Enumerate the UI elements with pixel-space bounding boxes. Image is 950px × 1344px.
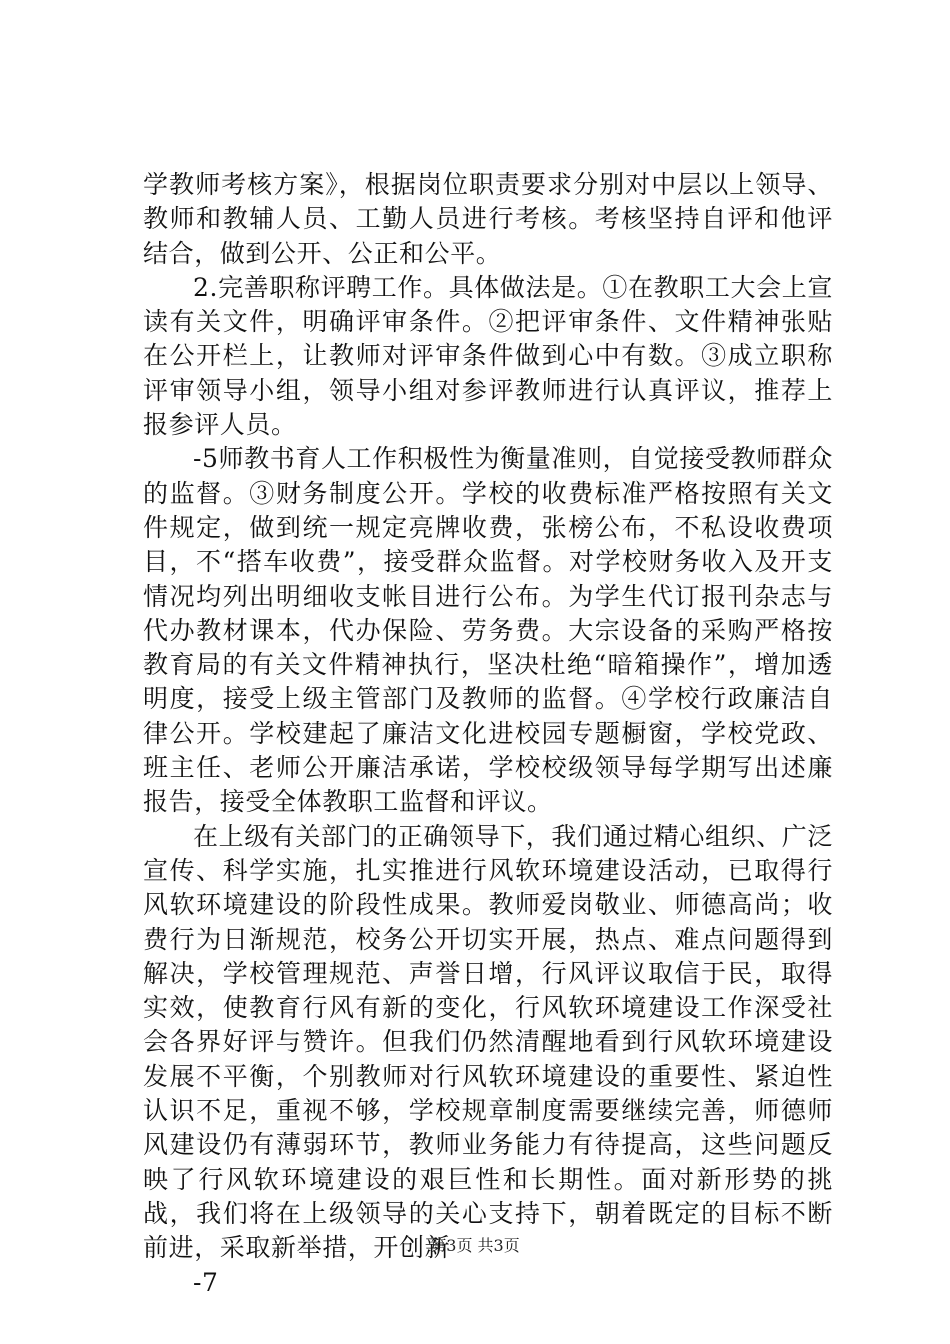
paragraph-3: -5师教书育人工作积极性为衡量准则，自觉接受教师群众的监督。③财务制度公开。学校的收费标准严格按照有关文件规定，做到统一规定亮牌收费，张榜公布，不私设收费项目，不“搭车收费”，接受群众监督。对学校财务收入及开支情况均列出明细收支帐目进行公布。为学生代订报刊杂志与代办教材课本，代办保险、劳务费。大宗设备的采购严格按教育局的有关文件精神执行，坚决杜绝“暗箱操作”，增加透明度，接受上级主管部门及教师的监督。④学校行政廉洁自律公开。学校建起了廉洁文化进校园专题橱窗，学校党政、班主任、老师公开廉洁承诺，学校校级领导每学期写出述廉报告，接受全体教职工监督和评议。	[143, 444, 833, 817]
paragraph-4: 在上级有关部门的正确领导下，我们通过精心组织、广泛宣传、科学实施，扎实推进行风软环境建设活动，已取得行风软环境建设的阶段性成果。教师爱岗敬业、师德高尚；收费行为日渐规范，校务公开切实开展，热点、难点问题得到解决，学校管理规范、声誉日增，行风评议取信于民，取得实效，使教育行风有新的变化，行风软环境建设工作深受社会各界好评与赞许。但我们仍然清醒地看到行风软环境建设发展不平衡，个别教师对行风软环境建设的重要性、紧迫性认识不足，重视不够，学校规章制度需要继续完善，师德师风建设仍有薄弱环节，教师业务能力有待提高，这些问题反映了行风软环境建设的艰巨性和长期性。面对新形势的挑战，我们将在上级领导的关心支持下，朝着既定的目标不断前进，采取新举措，开创新	[143, 821, 834, 1263]
paragraph-1: 学教师考核方案》，根据岗位职责要求分别对中层以上领导、教师和教辅人员、工勤人员进行考核。考核坚持自评和他评结合，做到公开、公正和公平。	[143, 170, 833, 268]
paragraph-2: 2.完善职称评聘工作。具体做法是。①在教职工大会上宣读有关文件，明确评审条件。②把评审条件、文件精神张贴在公开栏上，让教师对评审条件做到心中有数。③成立职称评审领导小组，领导小组对参评教师进行认真评议，推荐上报参评人员。	[143, 272, 833, 440]
page-footer: 第3页 共3页	[430, 1236, 520, 1255]
inline-page-marker: -7	[193, 1267, 219, 1297]
document-body	[143, 168, 833, 1300]
